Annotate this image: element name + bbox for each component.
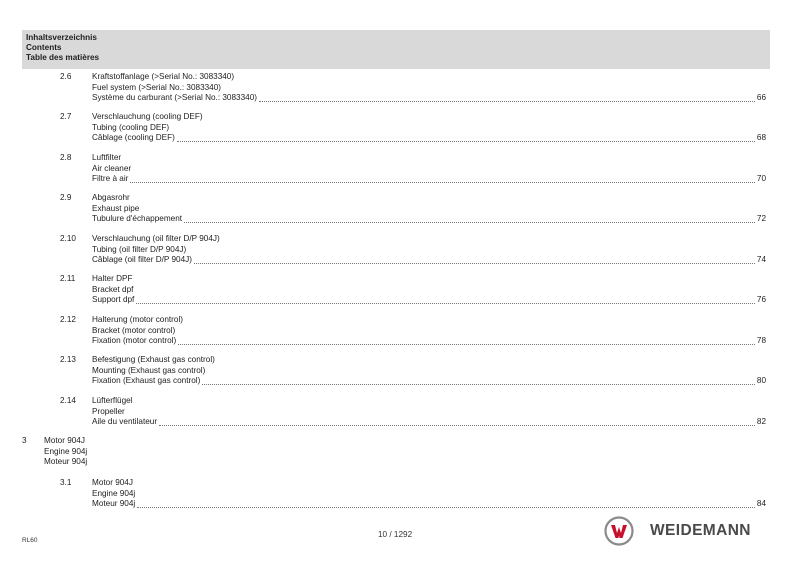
entry-title-de: Befestigung (Exhaust gas control) xyxy=(92,355,215,364)
dot-leader xyxy=(202,384,755,385)
entry-title-fr: Fixation (motor control) xyxy=(92,336,177,345)
dot-leader xyxy=(130,182,754,183)
entry-title-de: Motor 904J xyxy=(92,478,133,487)
header-title-de: Inhaltsverzeichnis xyxy=(26,33,97,42)
dot-leader xyxy=(194,263,755,264)
chapter-title-en: Engine 904j xyxy=(44,446,88,456)
entry-number: 2.14 xyxy=(60,396,76,405)
page-indicator: 10 / 1292 xyxy=(378,530,413,539)
entry-number: 3.1 xyxy=(60,478,72,487)
dot-leader xyxy=(159,425,755,426)
entry-title-de: Abgasrohr xyxy=(92,193,130,202)
brand-wordmark: WEIDEMANN xyxy=(650,522,751,539)
entry-page: 72 xyxy=(756,214,766,223)
entry-title-de: Verschlauchung (cooling DEF) xyxy=(92,112,203,121)
entry-number: 2.12 xyxy=(60,315,76,324)
entry-title-de: Halter DPF xyxy=(92,274,133,283)
chapter-number: 3 xyxy=(22,436,27,445)
entry-title-fr: Aile du ventilateur xyxy=(92,417,158,426)
dot-leader xyxy=(184,222,755,223)
entry-title-en: Tubing (oil filter D/P 904J) xyxy=(92,244,187,254)
entry-title-de: Luftfilter xyxy=(92,153,122,162)
chapter-title-fr: Moteur 904j xyxy=(44,457,88,466)
entry-title-fr: Câblage (cooling DEF) xyxy=(92,133,175,142)
entry-page: 84 xyxy=(756,499,766,508)
entry-title-de: Halterung (motor control) xyxy=(92,315,184,324)
chapter-title-de: Motor 904J xyxy=(44,436,85,445)
entry-page: 82 xyxy=(756,417,766,426)
entry-title-en: Propeller xyxy=(92,406,125,416)
entry-title-de: Kraftstoffanlage (>Serial No.: 3083340) xyxy=(92,72,235,81)
entry-title-fr: Fixation (Exhaust gas control) xyxy=(92,376,201,385)
entry-title-fr: Tubulure d'échappement xyxy=(92,214,183,223)
entry-number: 2.10 xyxy=(60,234,76,243)
entry-number: 2.8 xyxy=(60,153,72,162)
dot-leader xyxy=(137,507,755,508)
entry-title-fr: Filtre à air xyxy=(92,174,129,183)
entry-title-en: Air cleaner xyxy=(92,163,132,173)
entry-page: 66 xyxy=(756,93,766,102)
entry-page: 80 xyxy=(756,376,766,385)
header-title-en: Contents xyxy=(26,43,62,52)
toc-header xyxy=(22,30,770,69)
model-label: RL60 xyxy=(22,537,38,544)
entry-title-fr: Support dpf xyxy=(92,295,135,304)
entry-page: 68 xyxy=(756,133,766,142)
entry-title-fr: Câblage (oil filter D/P 904J) xyxy=(92,255,192,264)
weidemann-w-logo-icon xyxy=(604,516,634,546)
entry-page: 76 xyxy=(756,295,766,304)
entry-title-en: Mounting (Exhaust gas control) xyxy=(92,365,206,375)
entry-title-en: Bracket dpf xyxy=(92,284,134,294)
entry-page: 74 xyxy=(756,255,766,264)
entry-title-de: Lüfterflügel xyxy=(92,396,133,405)
entry-title-fr: Moteur 904j xyxy=(92,499,136,508)
entry-title-en: Tubing (cooling DEF) xyxy=(92,122,170,132)
entry-number: 2.9 xyxy=(60,193,72,202)
entry-title-fr: Système du carburant (>Serial No.: 3083340) xyxy=(92,93,257,102)
entry-title-de: Verschlauchung (oil filter D/P 904J) xyxy=(92,234,220,243)
entry-title-en: Exhaust pipe xyxy=(92,203,140,213)
entry-page: 78 xyxy=(756,336,766,345)
entry-title-en: Engine 904j xyxy=(92,488,136,498)
entry-page: 70 xyxy=(756,174,766,183)
dot-leader xyxy=(178,344,755,345)
entry-number: 2.11 xyxy=(60,274,76,283)
entry-number: 2.13 xyxy=(60,355,76,364)
entry-title-en: Fuel system (>Serial No.: 3083340) xyxy=(92,82,222,92)
entry-title-en: Bracket (motor control) xyxy=(92,325,176,335)
entry-number: 2.7 xyxy=(60,112,72,121)
entry-number: 2.6 xyxy=(60,72,72,81)
dot-leader xyxy=(259,101,755,102)
dot-leader xyxy=(177,141,755,142)
header-title-fr: Table des matières xyxy=(26,53,100,62)
dot-leader xyxy=(136,303,755,304)
